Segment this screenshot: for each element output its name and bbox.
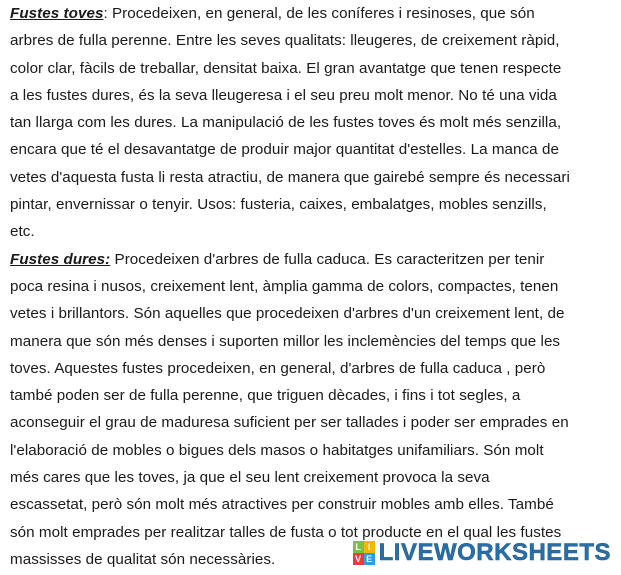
- softwood-line: arbres de fulla perenne. Entre les seves qualitats: lleugeres, de creixement ràpid,: [10, 32, 560, 50]
- softwood-term: Fustes toves: [10, 5, 104, 22]
- softwood-line: a les fustes dures, és la seva lleugeresa i el seu preu molt menor. No té una vida: [10, 86, 557, 104]
- logo-letter-cell: E: [364, 553, 375, 565]
- hardwood-line: escassetat, però són molt més atractives per construir mobles amb elles. També: [10, 496, 554, 514]
- logo-letter-cell: L: [353, 541, 364, 553]
- hardwood-line: [10, 246, 615, 273]
- hardwood-line: són molt emprades per realitzar talles de fusta o tot producte en el qual les fustes: [10, 523, 562, 541]
- hardwood-line: massisses de qualitat són necessàries.: [10, 550, 276, 568]
- hardwood-line: toves. Aquestes fustes procedeixen, en general, d'arbres de fulla caduca , però: [10, 359, 546, 377]
- document-body: [10, 0, 615, 573]
- hardwood-term: Fustes dures:: [10, 250, 111, 268]
- softwood-text: : Procedeixen, en general, de les coníferes i resinoses, que són: [103, 5, 535, 22]
- softwood-line: tan llarga com les dures. La manipulació de les fustes toves és molt més senzilla,: [10, 114, 562, 132]
- hardwood-line: aconseguir el grau de maduresa suficient per ser tallades i poder ser emprades en: [10, 414, 569, 432]
- softwood-line: color clar, fàcils de treballar, densitat baixa. El gran avantatge que tenen respecte: [10, 59, 562, 77]
- softwood-line: encara que té el desavantatge de produir major quantitat d'estelles. La manca de: [10, 141, 559, 159]
- hardwood-line: vetes i brillantors. Són aquelles que procedeixen d'arbres d'un creixement lent, de: [10, 305, 565, 323]
- softwood-paragraph: [10, 0, 615, 246]
- hardwood-paragraph: [10, 246, 615, 574]
- logo-letter-cell: V: [353, 553, 364, 565]
- hardwood-line: més cares que les toves, ja que el seu lent creixement provoca la seva: [10, 469, 490, 487]
- hardwood-line: l'elaboració de mobles o bigues dels masos o habitatges unifamiliars. Són molt: [10, 441, 544, 459]
- logo-letter-cell: I: [364, 541, 375, 553]
- hardwood-text: Procedeixen d'arbres de fulla caduca. Es caracteritzen per tenir: [110, 250, 545, 268]
- watermark-text: LIVEWORKSHEETS: [378, 539, 611, 566]
- hardwood-line: manera que són més denses i suporten millor les inclemències del temps que les: [10, 332, 561, 350]
- liveworksheets-logo-icon: [353, 541, 375, 565]
- softwood-line: [10, 0, 615, 27]
- softwood-line: pintar, envernissar o tenyir. Usos: fusteria, caixes, embalatges, mobles senzills,: [10, 196, 547, 214]
- softwood-line: vetes d'aquesta fusta li resta atractiu, de manera que gairebé sempre és necessari: [10, 168, 570, 186]
- softwood-line: etc.: [10, 223, 35, 241]
- hardwood-line: també poden ser de fulla perenne, que triguen dècades, i fins i tot segles, a: [10, 387, 521, 405]
- hardwood-line: poca resina i nusos, creixement lent, àmplia gamma de colors, compactes, tenen: [10, 277, 559, 295]
- liveworksheets-watermark: [353, 539, 611, 567]
